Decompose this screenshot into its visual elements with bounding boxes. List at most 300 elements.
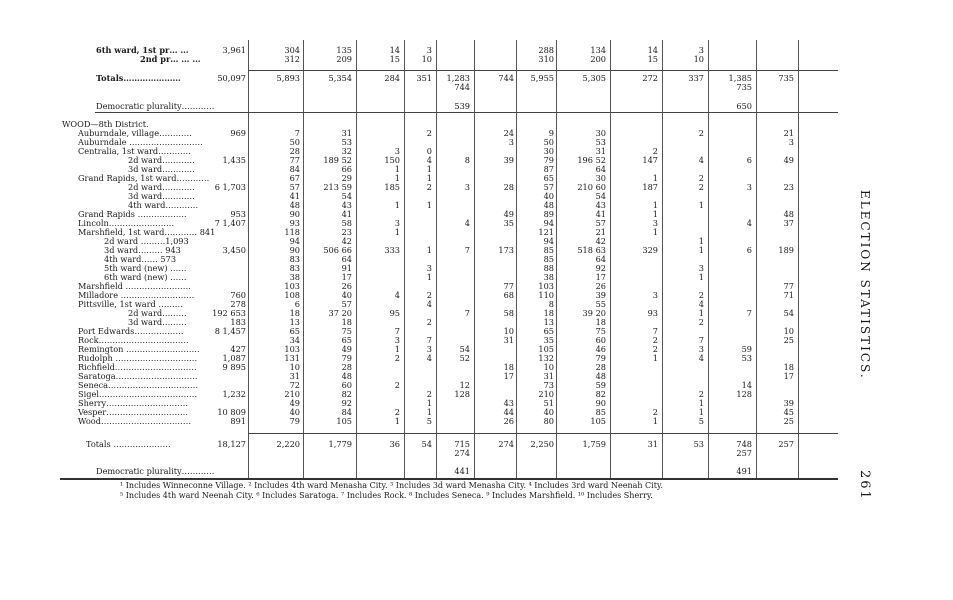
section-rule xyxy=(95,112,838,113)
table-cell: 103 xyxy=(538,281,554,291)
table-cell: 88 xyxy=(543,263,554,273)
table-cell: 7 xyxy=(698,335,704,345)
table-cell: 30 xyxy=(595,173,606,183)
table-cell: 48 xyxy=(783,209,794,219)
table-cell: 64 xyxy=(341,254,352,264)
table-cell: 6 xyxy=(746,245,752,255)
row-label: Democratic plurality………… xyxy=(96,101,215,111)
table-cell: 40 xyxy=(543,191,554,201)
table-cell: 39 20 xyxy=(582,308,606,318)
table-cell: 92 xyxy=(595,263,606,273)
table-cell: 24 xyxy=(503,128,514,138)
table-cell: 82 xyxy=(341,389,352,399)
table-cell: 31 xyxy=(647,439,658,449)
table-cell: 59 xyxy=(741,344,752,354)
table-cell: 744 xyxy=(454,82,470,92)
table-cell: 108 xyxy=(284,290,300,300)
table-cell: 34 xyxy=(289,335,300,345)
table-cell: 1,435 xyxy=(222,155,246,165)
table-cell: 32 xyxy=(341,146,352,156)
footnote-line-2: ⁵ Includes 4th ward Neenah City. ⁶ Includes Saratoga. ⁷ Includes Rock. ⁸ Includes Seneca. ⁹ Includes Marshfield. ¹⁰ Includes Sherry. xyxy=(120,491,653,500)
table-cell: 4 xyxy=(426,353,432,363)
table-cell: 2 xyxy=(652,146,658,156)
table-cell: 284 xyxy=(384,73,400,83)
table-cell: 1 xyxy=(426,272,432,282)
table-cell: 8 xyxy=(548,299,554,309)
table-cell: 21 xyxy=(783,128,794,138)
table-cell: 1 xyxy=(652,227,658,237)
table-cell: 66 xyxy=(341,164,352,174)
table-cell: 278 xyxy=(230,299,246,309)
table-cell: 10 xyxy=(503,326,514,336)
table-cell: 10 809 xyxy=(217,407,246,417)
table-cell: 54 xyxy=(459,344,470,354)
table-cell: 57 xyxy=(543,182,554,192)
table-cell: 5,955 xyxy=(530,73,554,83)
table-cell: 2 xyxy=(698,317,704,327)
table-cell: 329 xyxy=(642,245,658,255)
table-cell: 312 xyxy=(284,54,300,64)
table-row xyxy=(0,55,953,64)
table-cell: 13 xyxy=(289,317,300,327)
table-cell: 3 xyxy=(426,344,432,354)
table-cell: 735 xyxy=(778,73,794,83)
row-label: Centralia, 1st ward………… xyxy=(78,146,191,156)
table-cell: 1 xyxy=(652,353,658,363)
table-cell: 506 66 xyxy=(323,245,352,255)
table-cell: 748 xyxy=(736,439,752,449)
table-cell: 6 1,703 xyxy=(214,182,246,192)
table-cell: 46 xyxy=(595,344,606,354)
row-label: Milladore ……………………… xyxy=(78,290,195,300)
table-cell: 2 xyxy=(426,182,432,192)
table-cell: 90 xyxy=(289,245,300,255)
table-cell: 131 xyxy=(284,353,300,363)
table-cell: 17 xyxy=(341,272,352,282)
table-cell: 54 xyxy=(341,191,352,201)
table-cell: 103 xyxy=(284,281,300,291)
table-cell: 2 xyxy=(426,317,432,327)
table-cell: 4 xyxy=(698,299,704,309)
table-cell: 135 xyxy=(336,45,352,55)
table-cell: 1 xyxy=(426,164,432,174)
table-cell: 2 xyxy=(426,290,432,300)
table-cell: 189 xyxy=(778,245,794,255)
table-cell: 3,450 xyxy=(222,245,246,255)
table-cell: 200 xyxy=(590,54,606,64)
row-label: Saratoga………………………… xyxy=(78,371,198,381)
table-cell: 37 xyxy=(783,218,794,228)
table-cell: 54 xyxy=(421,439,432,449)
table-cell: 0 xyxy=(426,146,432,156)
table-cell: 94 xyxy=(289,236,300,246)
table-cell: 105 xyxy=(336,416,352,426)
table-cell: 209 xyxy=(336,54,352,64)
table-cell: 48 xyxy=(341,371,352,381)
table-cell: 49 xyxy=(341,344,352,354)
table-cell: 2 xyxy=(426,128,432,138)
row-label: 3d ward……… xyxy=(128,317,187,327)
table-cell: 40 xyxy=(289,407,300,417)
table-cell: 79 xyxy=(341,353,352,363)
table-cell: 288 xyxy=(538,45,554,55)
row-label: Grand Rapids, 1st ward………… xyxy=(78,173,210,183)
table-cell: 65 xyxy=(543,173,554,183)
row-label: Rock…………………………… xyxy=(78,335,189,345)
table-cell: 4 xyxy=(464,218,470,228)
table-cell: 43 xyxy=(341,200,352,210)
table-cell: 94 xyxy=(543,218,554,228)
table-cell: 1 xyxy=(394,344,400,354)
table-cell: 43 xyxy=(503,398,514,408)
table-cell: 5 xyxy=(426,416,432,426)
table-cell: 40 xyxy=(543,407,554,417)
table-cell: 28 xyxy=(341,362,352,372)
table-cell: 8 xyxy=(464,155,470,165)
table-cell: 210 xyxy=(538,389,554,399)
table-cell: 189 52 xyxy=(323,155,352,165)
table-cell: 37 20 xyxy=(328,308,352,318)
table-cell: 71 xyxy=(783,290,794,300)
table-cell: 2 xyxy=(652,335,658,345)
table-cell: 67 xyxy=(289,173,300,183)
table-cell: 1,232 xyxy=(222,389,246,399)
table-cell: 57 xyxy=(595,218,606,228)
row-label: 3d ward………… xyxy=(128,164,195,174)
table-cell: 3 xyxy=(426,45,432,55)
table-cell: 79 xyxy=(595,353,606,363)
table-cell: 28 xyxy=(289,146,300,156)
table-cell: 196 52 xyxy=(577,155,606,165)
table-cell: 7 1,407 xyxy=(214,218,246,228)
table-cell: 60 xyxy=(595,335,606,345)
table-cell: 14 xyxy=(389,45,400,55)
row-label: 5th ward (new) …… xyxy=(104,263,187,273)
table-cell: 257 xyxy=(736,448,752,458)
table-cell: 173 xyxy=(498,245,514,255)
table-cell: 41 xyxy=(595,209,606,219)
table-cell: 1 xyxy=(394,200,400,210)
table-cell: 17 xyxy=(503,371,514,381)
table-cell: 77 xyxy=(503,281,514,291)
table-cell: 2 xyxy=(698,182,704,192)
table-cell: 28 xyxy=(503,182,514,192)
row-label: Port Edwards……………… xyxy=(78,326,184,336)
table-cell: 60 xyxy=(341,380,352,390)
table-cell: 58 xyxy=(503,308,514,318)
table-cell: 3 xyxy=(394,335,400,345)
row-label: WOOD—8th District. xyxy=(62,119,149,129)
table-cell: 23 xyxy=(783,182,794,192)
row-label: Pittsville, 1st ward ……… xyxy=(78,299,183,309)
row-label: 4th ward…… 573 xyxy=(104,254,177,264)
table-cell: 79 xyxy=(543,155,554,165)
table-cell: 31 xyxy=(289,371,300,381)
row-label: 2d ward……… xyxy=(128,308,187,318)
row-label: 6th ward (new) …… xyxy=(104,272,187,282)
table-cell: 1 xyxy=(394,173,400,183)
table-cell: 3 xyxy=(698,344,704,354)
table-cell: 3,961 xyxy=(222,45,246,55)
table-cell: 1,385 xyxy=(728,73,752,83)
table-cell: 39 xyxy=(503,155,514,165)
table-cell: 83 xyxy=(289,263,300,273)
table-cell: 491 xyxy=(736,466,752,476)
table-cell: 77 xyxy=(289,155,300,165)
table-cell: 31 xyxy=(503,335,514,345)
row-label: 2d ward ………1,093 xyxy=(104,236,189,246)
row-label: 6th ward, 1st pr… … xyxy=(96,45,189,55)
table-cell: 17 xyxy=(783,371,794,381)
table-cell: 15 xyxy=(647,54,658,64)
table-cell: 1 xyxy=(652,416,658,426)
table-cell: 5,354 xyxy=(328,73,352,83)
table-cell: 2 xyxy=(698,290,704,300)
table-cell: 9 xyxy=(548,128,554,138)
table-cell: 50 xyxy=(543,137,554,147)
table-cell: 2,220 xyxy=(276,439,300,449)
table-cell: 103 xyxy=(284,344,300,354)
table-cell: 18 xyxy=(341,317,352,327)
table-cell: 132 xyxy=(538,353,554,363)
table-cell: 134 xyxy=(590,45,606,55)
table-cell: 59 xyxy=(595,380,606,390)
table-cell: 1 xyxy=(652,173,658,183)
table-cell: 4 xyxy=(394,290,400,300)
table-cell: 5 xyxy=(698,416,704,426)
table-cell: 1 xyxy=(698,200,704,210)
table-cell: 1 xyxy=(426,407,432,417)
table-cell: 57 xyxy=(341,299,352,309)
table-cell: 4 xyxy=(698,155,704,165)
table-cell: 42 xyxy=(595,236,606,246)
table-cell: 735 xyxy=(736,82,752,92)
table-cell: 7 xyxy=(394,326,400,336)
table-cell: 1 xyxy=(652,200,658,210)
table-cell: 518 63 xyxy=(577,245,606,255)
table-cell: 92 xyxy=(341,398,352,408)
table-cell: 7 xyxy=(294,128,300,138)
table-cell: 1 xyxy=(394,164,400,174)
table-cell: 3 xyxy=(698,263,704,273)
table-cell: 85 xyxy=(595,407,606,417)
table-cell: 1,779 xyxy=(328,439,352,449)
row-label: Auburndale, village………… xyxy=(78,128,192,138)
table-cell: 3 xyxy=(788,137,794,147)
table-cell: 257 xyxy=(778,439,794,449)
table-cell: 650 xyxy=(736,101,752,111)
table-cell: 2 xyxy=(652,407,658,417)
table-cell: 274 xyxy=(454,448,470,458)
table-cell: 83 xyxy=(289,254,300,264)
page-number: 261 xyxy=(857,470,872,501)
footnote-line-1: ¹ Includes Winneconne Village. ² Includes 4th ward Menasha City. ³ Includes 3d ward Menasha City. ⁴ Includes 3rd ward Neenah City. xyxy=(120,481,663,490)
table-cell: 75 xyxy=(341,326,352,336)
table-cell: 39 xyxy=(595,290,606,300)
table-cell: 26 xyxy=(341,281,352,291)
table-cell: 1,759 xyxy=(582,439,606,449)
row-label: 2nd pr… … … xyxy=(140,54,201,64)
row-label: Grand Rapids ……………… xyxy=(78,209,187,219)
table-cell: 85 xyxy=(543,254,554,264)
table-cell: 760 xyxy=(230,290,246,300)
table-cell: 1,087 xyxy=(222,353,246,363)
table-cell: 1 xyxy=(652,209,658,219)
table-cell: 147 xyxy=(642,155,658,165)
table-cell: 45 xyxy=(783,407,794,417)
table-cell: 28 xyxy=(595,362,606,372)
table-cell: 351 xyxy=(416,73,432,83)
row-label: Marshfield, 1st ward………… 841 xyxy=(78,227,216,237)
table-cell: 310 xyxy=(538,54,554,64)
table-cell: 14 xyxy=(647,45,658,55)
table-cell: 5,893 xyxy=(276,73,300,83)
totals-sub-row xyxy=(0,83,953,92)
table-cell: 3 xyxy=(746,182,752,192)
table-cell: 10 xyxy=(543,362,554,372)
table-cell: 427 xyxy=(230,344,246,354)
table-cell: 210 60 xyxy=(577,182,606,192)
row-label: Remington ……………………… xyxy=(78,344,200,354)
table-cell: 150 xyxy=(384,155,400,165)
table-cell: 93 xyxy=(647,308,658,318)
row-label: Democratic plurality………… xyxy=(96,466,215,476)
table-cell: 91 xyxy=(341,263,352,273)
table-cell: 969 xyxy=(230,128,246,138)
table-cell: 18,127 xyxy=(217,439,246,449)
table-cell: 128 xyxy=(736,389,752,399)
table-cell: 38 xyxy=(289,272,300,282)
plurality-row xyxy=(0,467,953,476)
table-cell: 53 xyxy=(693,439,704,449)
plurality-row xyxy=(0,102,953,111)
table-cell: 2 xyxy=(698,173,704,183)
row-label: Wood…………………………… xyxy=(78,416,192,426)
table-cell: 40 xyxy=(341,290,352,300)
table-cell: 183 xyxy=(230,317,246,327)
table-cell: 6 xyxy=(746,155,752,165)
table-cell: 80 xyxy=(543,416,554,426)
table-cell: 18 xyxy=(543,308,554,318)
table-cell: 35 xyxy=(503,218,514,228)
table-cell: 15 xyxy=(389,54,400,64)
table-cell: 2 xyxy=(394,407,400,417)
table-cell: 72 xyxy=(289,380,300,390)
table-cell: 1 xyxy=(698,407,704,417)
table-cell: 1 xyxy=(394,227,400,237)
table-cell: 2 xyxy=(652,344,658,354)
table-cell: 2 xyxy=(698,128,704,138)
table-cell: 35 xyxy=(543,335,554,345)
table-cell: 43 xyxy=(595,200,606,210)
row-label: Sherry………………………… xyxy=(78,398,189,408)
table-cell: 1,283 xyxy=(446,73,470,83)
table-cell: 53 xyxy=(341,137,352,147)
row-label: 2d ward………… xyxy=(128,155,195,165)
table-cell: 65 xyxy=(543,326,554,336)
table-cell: 1 xyxy=(698,398,704,408)
table-cell: 31 xyxy=(341,128,352,138)
table-cell: 89 xyxy=(543,209,554,219)
table-cell: 2,250 xyxy=(530,439,554,449)
totals-row xyxy=(0,440,953,449)
table-cell: 87 xyxy=(543,164,554,174)
table-cell: 10 xyxy=(783,326,794,336)
row-label: Auburndale ……………………… xyxy=(78,137,203,147)
table-cell: 42 xyxy=(341,236,352,246)
table-cell: 10 xyxy=(693,54,704,64)
row-label: Seneca…………………………… xyxy=(78,380,199,390)
table-cell: 18 xyxy=(289,308,300,318)
table-cell: 90 xyxy=(595,398,606,408)
table-cell: 52 xyxy=(459,353,470,363)
table-cell: 3 xyxy=(652,218,658,228)
table-cell: 55 xyxy=(595,299,606,309)
table-cell: 9 895 xyxy=(222,362,246,372)
table-cell: 41 xyxy=(341,209,352,219)
table-cell: 49 xyxy=(783,155,794,165)
table-cell: 3 xyxy=(394,218,400,228)
row-label: Vesper………………………… xyxy=(78,407,189,417)
table-cell: 49 xyxy=(289,398,300,408)
table-cell: 1 xyxy=(698,236,704,246)
table-cell: 3 xyxy=(464,182,470,192)
table-cell: 57 xyxy=(289,182,300,192)
bottom-rule xyxy=(60,478,838,480)
table-cell: 93 xyxy=(289,218,300,228)
table-cell: 272 xyxy=(642,73,658,83)
table-cell: 2 xyxy=(394,380,400,390)
table-cell: 128 xyxy=(454,389,470,399)
table-cell: 110 xyxy=(538,290,554,300)
table-cell: 715 xyxy=(454,439,470,449)
row-label: Totals ………………… xyxy=(86,439,171,449)
table-cell: 1 xyxy=(426,173,432,183)
table-cell: 337 xyxy=(688,73,704,83)
row-label: 3d ward………… xyxy=(128,191,195,201)
table-cell: 75 xyxy=(595,326,606,336)
table-cell: 105 xyxy=(538,344,554,354)
table-cell: 18 xyxy=(595,317,606,327)
table-cell: 77 xyxy=(783,281,794,291)
table-cell: 25 xyxy=(783,416,794,426)
table-cell: 29 xyxy=(341,173,352,183)
totals-sub-row xyxy=(0,449,953,458)
table-cell: 7 xyxy=(652,326,658,336)
table-cell: 26 xyxy=(503,416,514,426)
row-label: Richfield………………………… xyxy=(78,362,197,372)
table-cell: 25 xyxy=(783,335,794,345)
table-cell: 7 xyxy=(464,308,470,318)
table-cell: 73 xyxy=(543,380,554,390)
table-row xyxy=(0,417,953,426)
table-cell: 10 xyxy=(289,362,300,372)
table-cell: 54 xyxy=(783,308,794,318)
table-cell: 84 xyxy=(341,407,352,417)
table-cell: 7 xyxy=(464,245,470,255)
table-cell: 7 xyxy=(426,335,432,345)
row-label: 3d ward……… 943 xyxy=(104,245,181,255)
table-cell: 12 xyxy=(459,380,470,390)
table-cell: 49 xyxy=(503,209,514,219)
table-cell: 333 xyxy=(384,245,400,255)
table-cell: 210 xyxy=(284,389,300,399)
totals-row xyxy=(0,74,953,83)
table-cell: 79 xyxy=(289,416,300,426)
table-cell: 2 xyxy=(426,389,432,399)
table-cell: 3 xyxy=(652,290,658,300)
table-cell: 39 xyxy=(783,398,794,408)
